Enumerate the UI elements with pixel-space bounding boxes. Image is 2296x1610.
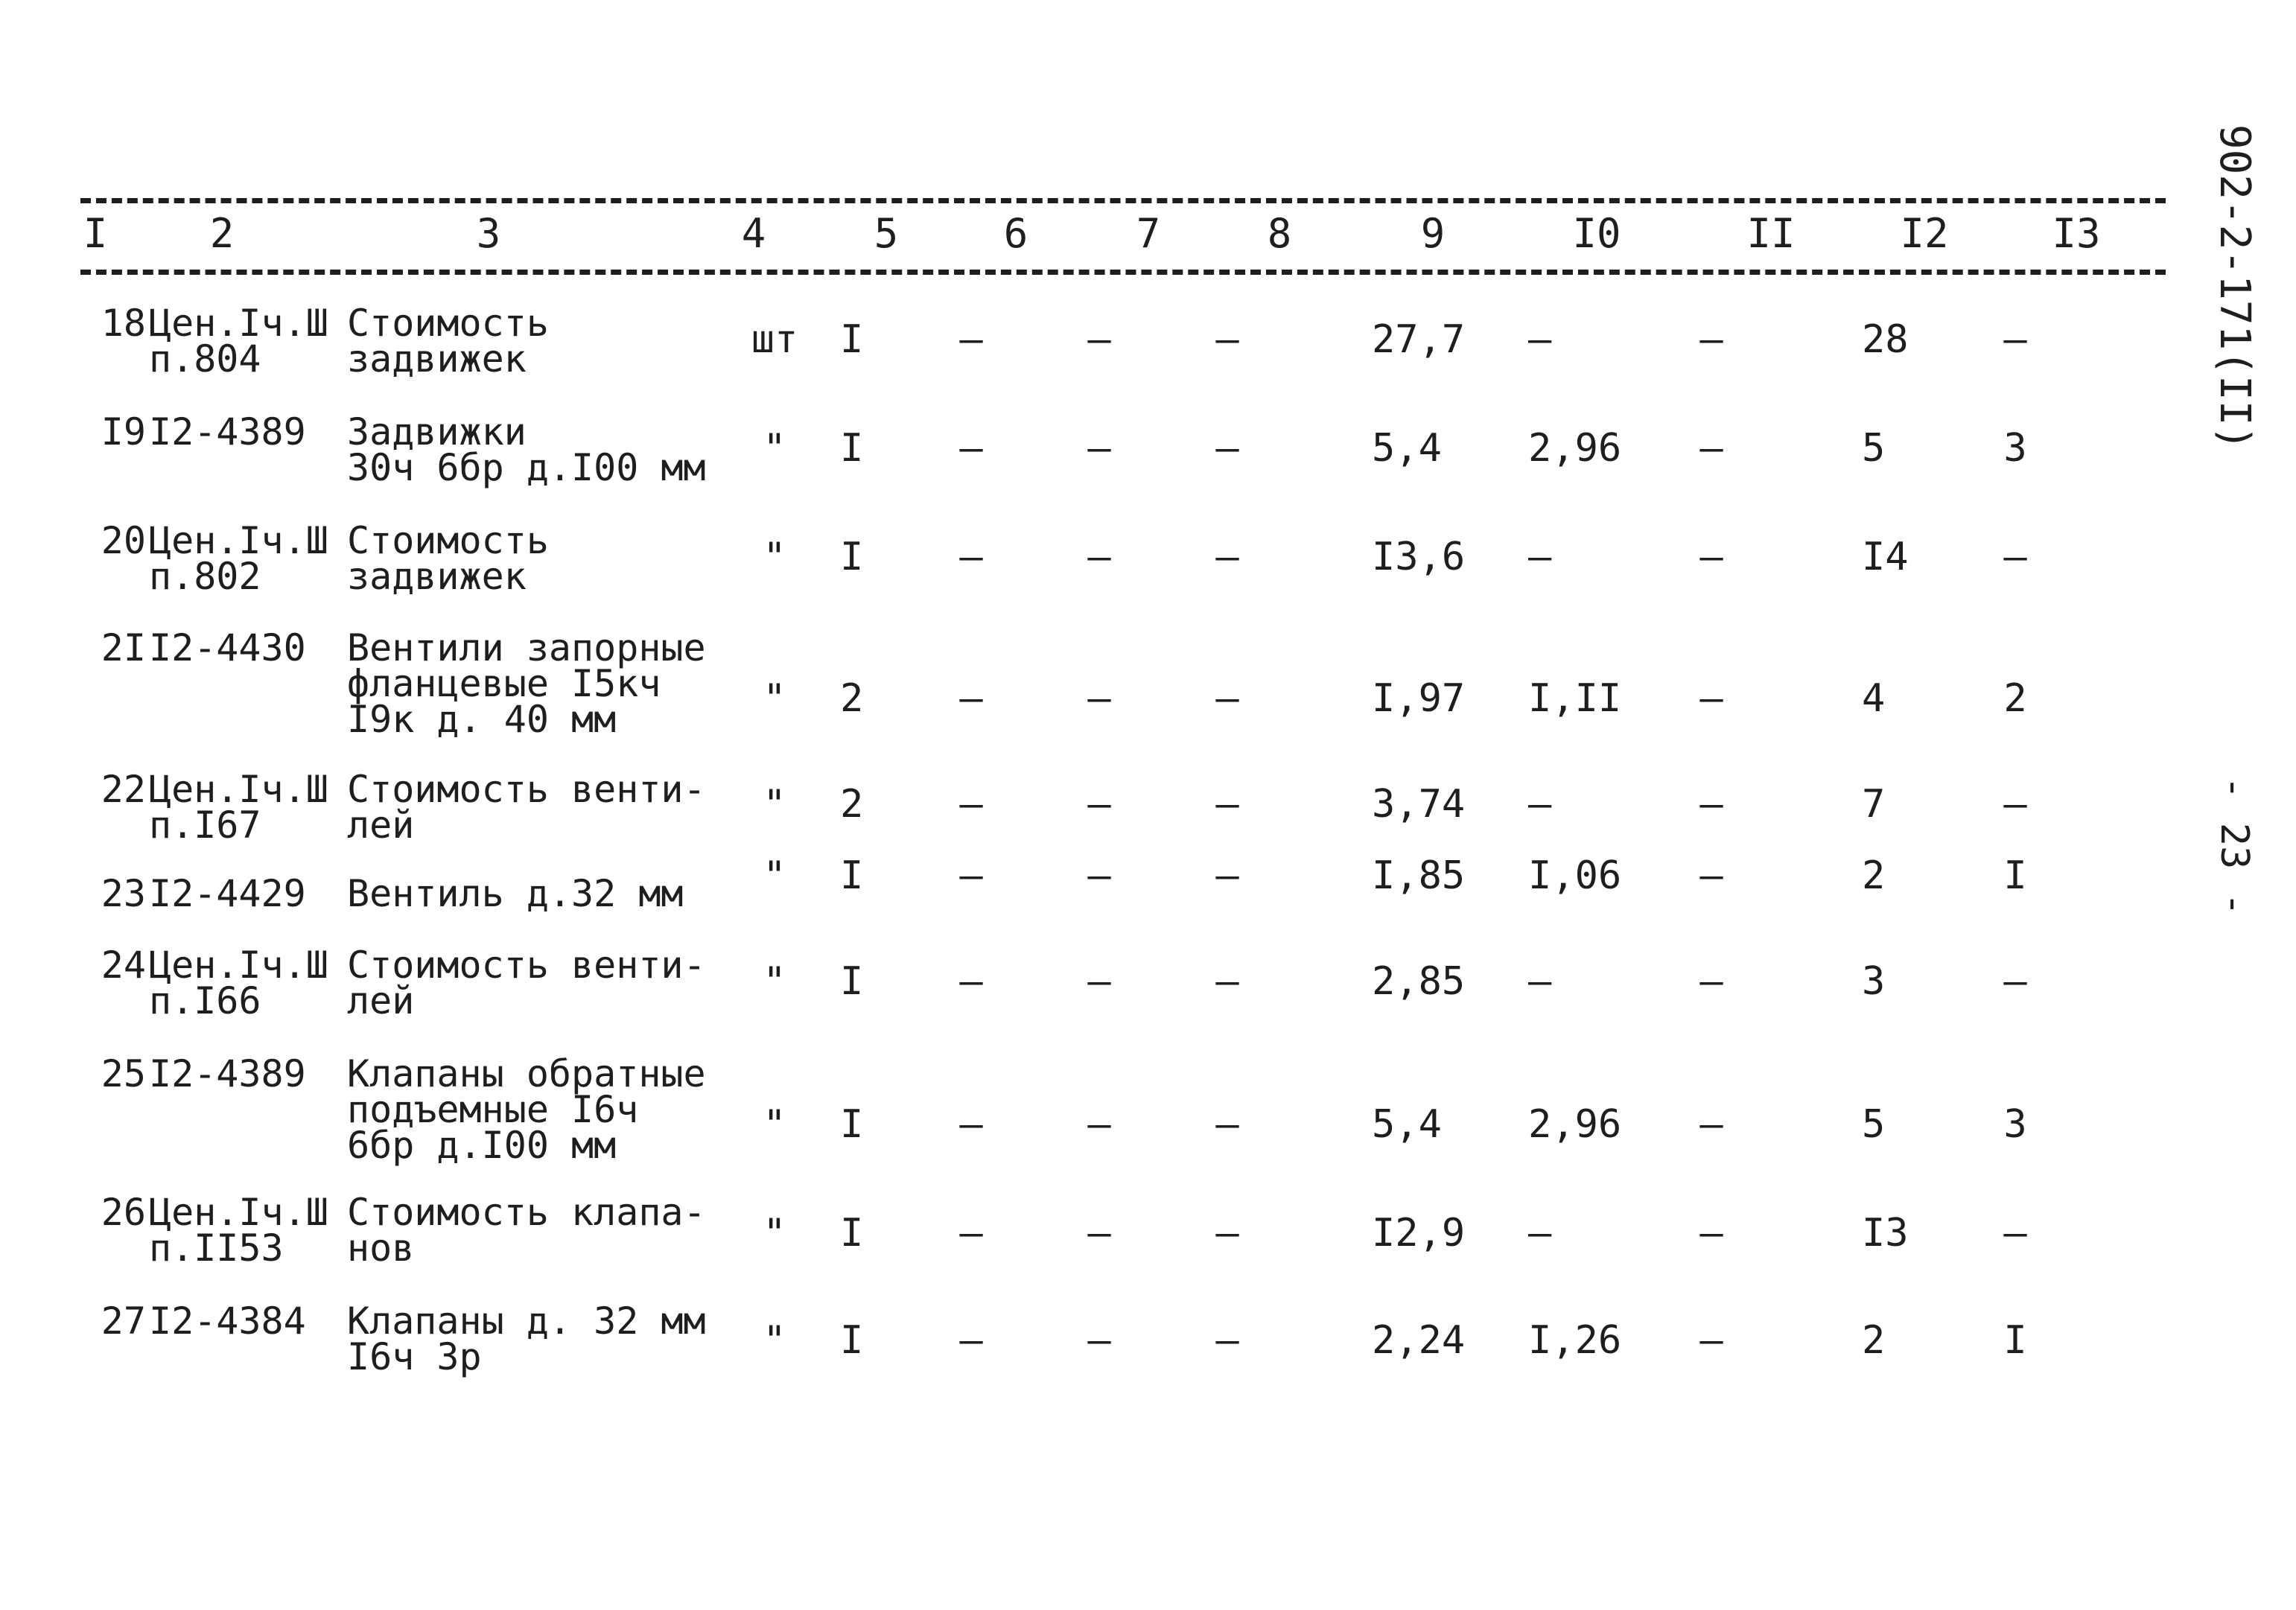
row-cell-c11: – (1699, 1318, 1723, 1363)
row-cell-c7: – (1087, 1318, 1111, 1363)
row-cell-unit: " (763, 426, 786, 471)
row-reference: Цен.Iч.Ш п.804 (149, 302, 328, 381)
row-cell-c10: – (1528, 1211, 1552, 1256)
column-number: 8 (1267, 210, 1292, 257)
row-reference: Цен.Iч.Ш п.I66 (149, 944, 328, 1022)
row-description: Стоимость венти- лей (347, 944, 706, 1022)
column-number: 7 (1136, 210, 1161, 257)
row-cell-c10: – (1528, 782, 1552, 827)
row-cell-c8: – (1215, 959, 1239, 1004)
row-description: Задвижки 30ч 6бр д.I00 мм (347, 410, 706, 489)
row-cell-unit: " (763, 535, 786, 579)
row-cell-qty: I (840, 317, 864, 362)
row-cell-c10: I,II (1528, 676, 1622, 721)
row-cell-c11: – (1699, 426, 1723, 471)
row-cell-c13: 3 (2003, 1102, 2027, 1147)
row-cell-c9: I,97 (1372, 676, 1466, 721)
row-cell-c11: – (1699, 317, 1723, 362)
row-cell-c7: – (1087, 426, 1111, 471)
row-cell-c8: – (1215, 317, 1239, 362)
row-reference: I2-4430 (149, 626, 306, 669)
row-cell-c8: – (1215, 426, 1239, 471)
row-cell-c10: 2,96 (1528, 1102, 1622, 1147)
row-cell-c13: – (2003, 782, 2027, 827)
row-cell-c13: – (2003, 535, 2027, 579)
row-cell-qty: I (840, 535, 864, 579)
column-number: II (1746, 210, 1796, 257)
row-cell-unit: " (763, 853, 786, 898)
column-number: 6 (1003, 210, 1028, 257)
row-cell-c9: 5,4 (1372, 426, 1442, 471)
row-reference: I2-4384 (149, 1299, 306, 1343)
row-cell-c7: – (1087, 317, 1111, 362)
row-cell-c6: – (959, 853, 983, 898)
header-top-rule (80, 198, 2166, 203)
row-cell-unit: " (763, 1102, 786, 1147)
row-number: 24 (101, 944, 146, 987)
row-description: Стоимость венти- лей (347, 768, 706, 847)
document-code: 902-2-171(II) (2210, 124, 2259, 451)
row-cell-c13: 3 (2003, 426, 2027, 471)
row-cell-c12: 2 (1862, 853, 1886, 898)
row-reference: Цен.Iч.Ш п.II53 (149, 1191, 328, 1270)
row-cell-c8: – (1215, 853, 1239, 898)
row-cell-c11: – (1699, 535, 1723, 579)
row-cell-c7: – (1087, 1102, 1111, 1147)
row-cell-c10: – (1528, 959, 1552, 1004)
page-number: - 23 - (2212, 776, 2257, 916)
row-cell-c11: – (1699, 676, 1723, 721)
row-reference: Цен.Iч.Ш п.I67 (149, 768, 328, 847)
row-description: Вентили запорные фланцевые I5кч I9к д. 40 мм (347, 626, 706, 741)
row-cell-unit: шт (751, 317, 798, 362)
row-cell-c6: – (959, 676, 983, 721)
row-description: Клапаны д. 32 мм I6ч 3р (347, 1299, 706, 1378)
column-number: 9 (1420, 210, 1446, 257)
row-description: Стоимость клапа- нов (347, 1191, 706, 1270)
row-cell-unit: " (763, 1211, 786, 1256)
row-cell-c10: – (1528, 535, 1552, 579)
column-number: I0 (1572, 210, 1621, 257)
row-cell-c11: – (1699, 1211, 1723, 1256)
row-cell-c7: – (1087, 676, 1111, 721)
row-cell-c9: 2,85 (1372, 959, 1466, 1004)
row-cell-c12: 3 (1862, 959, 1886, 1004)
row-cell-c6: – (959, 959, 983, 1004)
row-cell-c10: I,06 (1528, 853, 1622, 898)
row-cell-c12: 2 (1862, 1318, 1886, 1363)
row-cell-c12: 28 (1862, 317, 1909, 362)
row-cell-c9: 27,7 (1372, 317, 1466, 362)
row-cell-c6: – (959, 782, 983, 827)
row-cell-c13: – (2003, 317, 2027, 362)
row-cell-c8: – (1215, 1102, 1239, 1147)
row-cell-c6: – (959, 1211, 983, 1256)
row-cell-c8: – (1215, 782, 1239, 827)
row-description: Стоимость задвижек (347, 519, 549, 598)
row-cell-c7: – (1087, 535, 1111, 579)
row-cell-unit: " (763, 782, 786, 827)
column-number: 3 (476, 210, 501, 257)
column-number: I2 (1900, 210, 1949, 257)
row-cell-c6: – (959, 426, 983, 471)
row-cell-qty: I (840, 1318, 864, 1363)
row-cell-c8: – (1215, 1211, 1239, 1256)
row-cell-c12: 5 (1862, 426, 1886, 471)
row-cell-qty: 2 (840, 782, 864, 827)
row-cell-c6: – (959, 1318, 983, 1363)
row-cell-c12: I3 (1862, 1211, 1909, 1256)
row-cell-c6: – (959, 1102, 983, 1147)
row-cell-c8: – (1215, 1318, 1239, 1363)
row-cell-c7: – (1087, 782, 1111, 827)
column-number: I3 (2052, 210, 2101, 257)
row-cell-c13: I (2003, 853, 2027, 898)
row-cell-c8: – (1215, 676, 1239, 721)
row-cell-c11: – (1699, 1102, 1723, 1147)
row-number: I9 (101, 410, 146, 454)
row-cell-c7: – (1087, 1211, 1111, 1256)
row-number: 18 (101, 302, 146, 345)
column-number: 4 (741, 210, 766, 257)
row-cell-c6: – (959, 317, 983, 362)
row-cell-qty: 2 (840, 676, 864, 721)
row-number: 2I (101, 626, 146, 669)
row-cell-c13: – (2003, 959, 2027, 1004)
row-description: Стоимость задвижек (347, 302, 549, 381)
row-number: 26 (101, 1191, 146, 1234)
row-cell-qty: I (840, 853, 864, 898)
row-cell-qty: I (840, 1102, 864, 1147)
row-number: 27 (101, 1299, 146, 1343)
row-cell-c12: 7 (1862, 782, 1886, 827)
header-bottom-rule (80, 270, 2166, 275)
row-cell-c13: – (2003, 1211, 2027, 1256)
row-cell-c9: 5,4 (1372, 1102, 1442, 1147)
row-cell-c12: I4 (1862, 535, 1909, 579)
row-cell-unit: " (763, 1318, 786, 1363)
row-cell-c7: – (1087, 853, 1111, 898)
row-number: 22 (101, 768, 146, 811)
column-number: I (83, 210, 108, 257)
row-reference: I2-4389 (149, 410, 306, 454)
column-number: 5 (874, 210, 899, 257)
row-cell-c12: 4 (1862, 676, 1886, 721)
row-cell-c10: I,26 (1528, 1318, 1622, 1363)
row-cell-c11: – (1699, 782, 1723, 827)
row-cell-c11: – (1699, 959, 1723, 1004)
row-cell-c13: I (2003, 1318, 2027, 1363)
row-cell-c10: 2,96 (1528, 426, 1622, 471)
row-cell-c8: – (1215, 535, 1239, 579)
row-cell-c9: I2,9 (1372, 1211, 1466, 1256)
column-number: 2 (209, 210, 235, 257)
row-description: Вентиль д.32 мм (347, 872, 684, 915)
row-cell-qty: I (840, 426, 864, 471)
row-number: 20 (101, 519, 146, 562)
row-description: Клапаны обратные подъемные I6ч 6бр д.I00 мм (347, 1052, 706, 1167)
row-cell-unit: " (763, 676, 786, 721)
row-number: 25 (101, 1052, 146, 1095)
row-cell-c9: 3,74 (1372, 782, 1466, 827)
row-cell-qty: I (840, 959, 864, 1004)
row-cell-c12: 5 (1862, 1102, 1886, 1147)
row-cell-c13: 2 (2003, 676, 2027, 721)
row-cell-c9: 2,24 (1372, 1318, 1466, 1363)
row-cell-c9: I,85 (1372, 853, 1466, 898)
row-reference: I2-4389 (149, 1052, 306, 1095)
row-cell-qty: I (840, 1211, 864, 1256)
row-cell-c7: – (1087, 959, 1111, 1004)
row-reference: I2-4429 (149, 872, 306, 915)
row-reference: Цен.Iч.Ш п.802 (149, 519, 328, 598)
row-cell-c11: – (1699, 853, 1723, 898)
row-cell-c10: – (1528, 317, 1552, 362)
row-cell-unit: " (763, 959, 786, 1004)
row-cell-c9: I3,6 (1372, 535, 1466, 579)
row-number: 23 (101, 872, 146, 915)
row-cell-c6: – (959, 535, 983, 579)
